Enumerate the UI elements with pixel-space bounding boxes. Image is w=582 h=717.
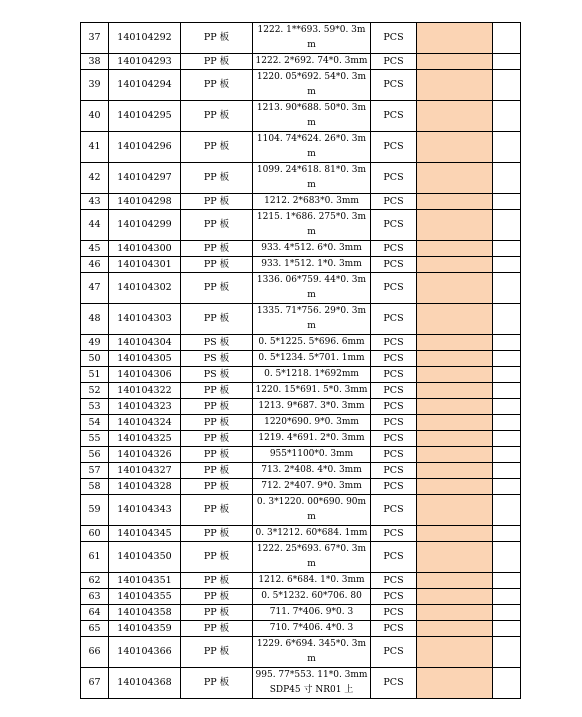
item-code-cell: 140104305 [109,351,181,367]
item-name-cell: PP 板 [181,589,253,605]
highlight-cell [417,101,493,132]
highlight-cell [417,351,493,367]
blank-cell [493,54,521,70]
item-name-cell: PP 板 [181,304,253,335]
item-code-cell: 140104296 [109,132,181,163]
item-name-cell: PP 板 [181,415,253,431]
item-name-cell: PP 板 [181,447,253,463]
unit-cell: PCS [371,351,417,367]
blank-cell [493,637,521,668]
table-row [81,526,521,542]
highlight-cell [417,273,493,304]
row-number-cell: 57 [81,463,109,479]
blank-cell [493,210,521,241]
unit-cell: PCS [371,194,417,210]
blank-cell [493,101,521,132]
unit-cell: PCS [371,70,417,101]
highlight-cell [417,54,493,70]
spec-cell: 1336. 06*759. 44*0. 3m m [253,273,371,304]
table-row [81,132,521,163]
item-name-cell: PP 板 [181,463,253,479]
table-row [81,415,521,431]
item-code-cell: 140104292 [109,23,181,54]
unit-cell: PCS [371,573,417,589]
row-number-cell: 62 [81,573,109,589]
blank-cell [493,415,521,431]
row-number-cell: 49 [81,335,109,351]
blank-cell [493,257,521,273]
row-number-cell: 61 [81,542,109,573]
spec-cell: 1104. 74*624. 26*0. 3m m [253,132,371,163]
table-row [81,447,521,463]
unit-cell: PCS [371,163,417,194]
highlight-cell [417,637,493,668]
blank-cell [493,621,521,637]
unit-cell: PCS [371,304,417,335]
spec-cell: 1335. 71*756. 29*0. 3m m [253,304,371,335]
item-name-cell: PP 板 [181,431,253,447]
blank-cell [493,351,521,367]
item-name-cell: PP 板 [181,101,253,132]
row-number-cell: 50 [81,351,109,367]
spec-cell: 0. 5*1218. 1*692mm [253,367,371,383]
spec-cell: 933. 4*512. 6*0. 3mm [253,241,371,257]
item-name-cell: PP 板 [181,637,253,668]
spec-cell: 1213. 90*688. 50*0. 3m m [253,101,371,132]
spec-cell: 0. 5*1225. 5*696. 6mm [253,335,371,351]
blank-cell [493,163,521,194]
item-name-cell: PP 板 [181,132,253,163]
item-name-cell: PP 板 [181,573,253,589]
highlight-cell [417,463,493,479]
spec-cell: 1222. 1**693. 59*0. 3m m [253,23,371,54]
unit-cell: PCS [371,415,417,431]
highlight-cell [417,621,493,637]
item-name-cell: PP 板 [181,210,253,241]
highlight-cell [417,210,493,241]
table-row [81,351,521,367]
table-row [81,23,521,54]
unit-cell: PCS [371,54,417,70]
unit-cell: PCS [371,526,417,542]
item-code-cell: 140104293 [109,54,181,70]
parts-table [80,22,521,699]
item-name-cell: PP 板 [181,257,253,273]
unit-cell: PCS [371,542,417,573]
row-number-cell: 59 [81,495,109,526]
item-name-cell: PS 板 [181,335,253,351]
highlight-cell [417,23,493,54]
item-code-cell: 140104303 [109,304,181,335]
highlight-cell [417,399,493,415]
item-code-cell: 140104304 [109,335,181,351]
table-row [81,589,521,605]
highlight-cell [417,257,493,273]
unit-cell: PCS [371,210,417,241]
spec-cell: 1222. 2*692. 74*0. 3mm [253,54,371,70]
unit-cell: PCS [371,241,417,257]
blank-cell [493,605,521,621]
blank-cell [493,399,521,415]
row-number-cell: 60 [81,526,109,542]
item-name-cell: PP 板 [181,70,253,101]
highlight-cell [417,542,493,573]
row-number-cell: 39 [81,70,109,101]
table-row [81,210,521,241]
table-row [81,668,521,699]
item-name-cell: PP 板 [181,163,253,194]
spec-cell: 711. 7*406. 9*0. 3 [253,605,371,621]
blank-cell [493,463,521,479]
unit-cell: PCS [371,367,417,383]
item-code-cell: 140104301 [109,257,181,273]
blank-cell [493,241,521,257]
table-row [81,273,521,304]
item-code-cell: 140104325 [109,431,181,447]
table-row [81,495,521,526]
row-number-cell: 55 [81,431,109,447]
unit-cell: PCS [371,589,417,605]
spec-cell: 1220. 15*691. 5*0. 3mm [253,383,371,399]
unit-cell: PCS [371,335,417,351]
highlight-cell [417,668,493,699]
row-number-cell: 58 [81,479,109,495]
spec-cell: 0. 5*1232. 60*706. 80 [253,589,371,605]
row-number-cell: 41 [81,132,109,163]
table-row [81,605,521,621]
parts-table-body [81,23,521,699]
blank-cell [493,542,521,573]
unit-cell: PCS [371,257,417,273]
spec-cell: 710. 7*406. 4*0. 3 [253,621,371,637]
item-code-cell: 140104327 [109,463,181,479]
table-row [81,573,521,589]
item-code-cell: 140104345 [109,526,181,542]
spec-cell: 1229. 6*694. 345*0. 3m m [253,637,371,668]
item-name-cell: PP 板 [181,542,253,573]
spec-cell: 1220. 05*692. 54*0. 3m m [253,70,371,101]
unit-cell: PCS [371,431,417,447]
item-code-cell: 140104368 [109,668,181,699]
highlight-cell [417,415,493,431]
table-row [81,399,521,415]
highlight-cell [417,589,493,605]
item-name-cell: PP 板 [181,668,253,699]
highlight-cell [417,70,493,101]
item-code-cell: 140104297 [109,163,181,194]
item-code-cell: 140104300 [109,241,181,257]
highlight-cell [417,605,493,621]
row-number-cell: 43 [81,194,109,210]
item-code-cell: 140104306 [109,367,181,383]
item-name-cell: PP 板 [181,54,253,70]
highlight-cell [417,573,493,589]
spec-cell: 1213. 9*687. 3*0. 3mm [253,399,371,415]
row-number-cell: 52 [81,383,109,399]
spec-cell: 712. 2*407. 9*0. 3mm [253,479,371,495]
item-name-cell: PP 板 [181,23,253,54]
blank-cell [493,383,521,399]
item-code-cell: 140104366 [109,637,181,668]
highlight-cell [417,447,493,463]
unit-cell: PCS [371,399,417,415]
row-number-cell: 38 [81,54,109,70]
item-code-cell: 140104295 [109,101,181,132]
table-row [81,194,521,210]
row-number-cell: 44 [81,210,109,241]
highlight-cell [417,194,493,210]
unit-cell: PCS [371,447,417,463]
spec-cell: 995. 77*553. 11*0. 3mm SDP45 寸 NR01 上 [253,668,371,699]
blank-cell [493,132,521,163]
row-number-cell: 66 [81,637,109,668]
item-code-cell: 140104294 [109,70,181,101]
table-row [81,257,521,273]
blank-cell [493,335,521,351]
item-code-cell: 140104343 [109,495,181,526]
item-code-cell: 140104302 [109,273,181,304]
item-code-cell: 140104298 [109,194,181,210]
spec-cell: 0. 5*1234. 5*701. 1mm [253,351,371,367]
blank-cell [493,447,521,463]
table-row [81,70,521,101]
item-name-cell: PP 板 [181,194,253,210]
item-code-cell: 140104324 [109,415,181,431]
item-name-cell: PP 板 [181,399,253,415]
item-name-cell: PP 板 [181,605,253,621]
row-number-cell: 46 [81,257,109,273]
spec-cell: 0. 3*1220. 00*690. 90m m [253,495,371,526]
row-number-cell: 37 [81,23,109,54]
row-number-cell: 63 [81,589,109,605]
table-row [81,163,521,194]
row-number-cell: 67 [81,668,109,699]
row-number-cell: 56 [81,447,109,463]
row-number-cell: 45 [81,241,109,257]
item-code-cell: 140104322 [109,383,181,399]
table-row [81,431,521,447]
table-row [81,479,521,495]
item-code-cell: 140104323 [109,399,181,415]
row-number-cell: 47 [81,273,109,304]
blank-cell [493,526,521,542]
table-row [81,463,521,479]
blank-cell [493,367,521,383]
unit-cell: PCS [371,605,417,621]
spec-cell: 1222. 25*693. 67*0. 3m m [253,542,371,573]
row-number-cell: 54 [81,415,109,431]
unit-cell: PCS [371,23,417,54]
row-number-cell: 42 [81,163,109,194]
spec-cell: 933. 1*512. 1*0. 3mm [253,257,371,273]
table-row [81,54,521,70]
item-name-cell: PS 板 [181,351,253,367]
unit-cell: PCS [371,383,417,399]
highlight-cell [417,526,493,542]
highlight-cell [417,304,493,335]
blank-cell [493,479,521,495]
blank-cell [493,431,521,447]
row-number-cell: 40 [81,101,109,132]
item-code-cell: 140104355 [109,589,181,605]
blank-cell [493,573,521,589]
item-name-cell: PP 板 [181,273,253,304]
spec-cell: 1212. 2*683*0. 3mm [253,194,371,210]
blank-cell [493,668,521,699]
blank-cell [493,70,521,101]
spec-cell: 955*1100*0. 3mm [253,447,371,463]
item-name-cell: PP 板 [181,621,253,637]
item-name-cell: PS 板 [181,367,253,383]
item-name-cell: PP 板 [181,383,253,399]
table-row [81,542,521,573]
row-number-cell: 64 [81,605,109,621]
unit-cell: PCS [371,495,417,526]
unit-cell: PCS [371,132,417,163]
item-name-cell: PP 板 [181,495,253,526]
blank-cell [493,23,521,54]
row-number-cell: 65 [81,621,109,637]
unit-cell: PCS [371,637,417,668]
item-name-cell: PP 板 [181,241,253,257]
unit-cell: PCS [371,463,417,479]
item-code-cell: 140104350 [109,542,181,573]
unit-cell: PCS [371,273,417,304]
highlight-cell [417,383,493,399]
table-row [81,621,521,637]
item-code-cell: 140104326 [109,447,181,463]
row-number-cell: 48 [81,304,109,335]
table-row [81,335,521,351]
spec-cell: 1099. 24*618. 81*0. 3m m [253,163,371,194]
item-code-cell: 140104351 [109,573,181,589]
highlight-cell [417,495,493,526]
spec-cell: 713. 2*408. 4*0. 3mm [253,463,371,479]
spec-cell: 1219. 4*691. 2*0. 3mm [253,431,371,447]
spec-cell: 1220*690. 9*0. 3mm [253,415,371,431]
highlight-cell [417,163,493,194]
table-row [81,383,521,399]
blank-cell [493,194,521,210]
unit-cell: PCS [371,479,417,495]
highlight-cell [417,431,493,447]
spec-cell: 0. 3*1212. 60*684. 1mm [253,526,371,542]
table-row [81,241,521,257]
highlight-cell [417,367,493,383]
blank-cell [493,495,521,526]
table-row [81,367,521,383]
blank-cell [493,273,521,304]
highlight-cell [417,479,493,495]
spec-cell: 1215. 1*686. 275*0. 3m m [253,210,371,241]
blank-cell [493,589,521,605]
item-code-cell: 140104299 [109,210,181,241]
item-code-cell: 140104328 [109,479,181,495]
spec-cell: 1212. 6*684. 1*0. 3mm [253,573,371,589]
table-row [81,637,521,668]
unit-cell: PCS [371,621,417,637]
unit-cell: PCS [371,101,417,132]
item-code-cell: 140104358 [109,605,181,621]
row-number-cell: 53 [81,399,109,415]
blank-cell [493,304,521,335]
highlight-cell [417,335,493,351]
highlight-cell [417,132,493,163]
unit-cell: PCS [371,668,417,699]
item-name-cell: PP 板 [181,479,253,495]
table-row [81,101,521,132]
highlight-cell [417,241,493,257]
table-row [81,304,521,335]
row-number-cell: 51 [81,367,109,383]
item-name-cell: PP 板 [181,526,253,542]
item-code-cell: 140104359 [109,621,181,637]
